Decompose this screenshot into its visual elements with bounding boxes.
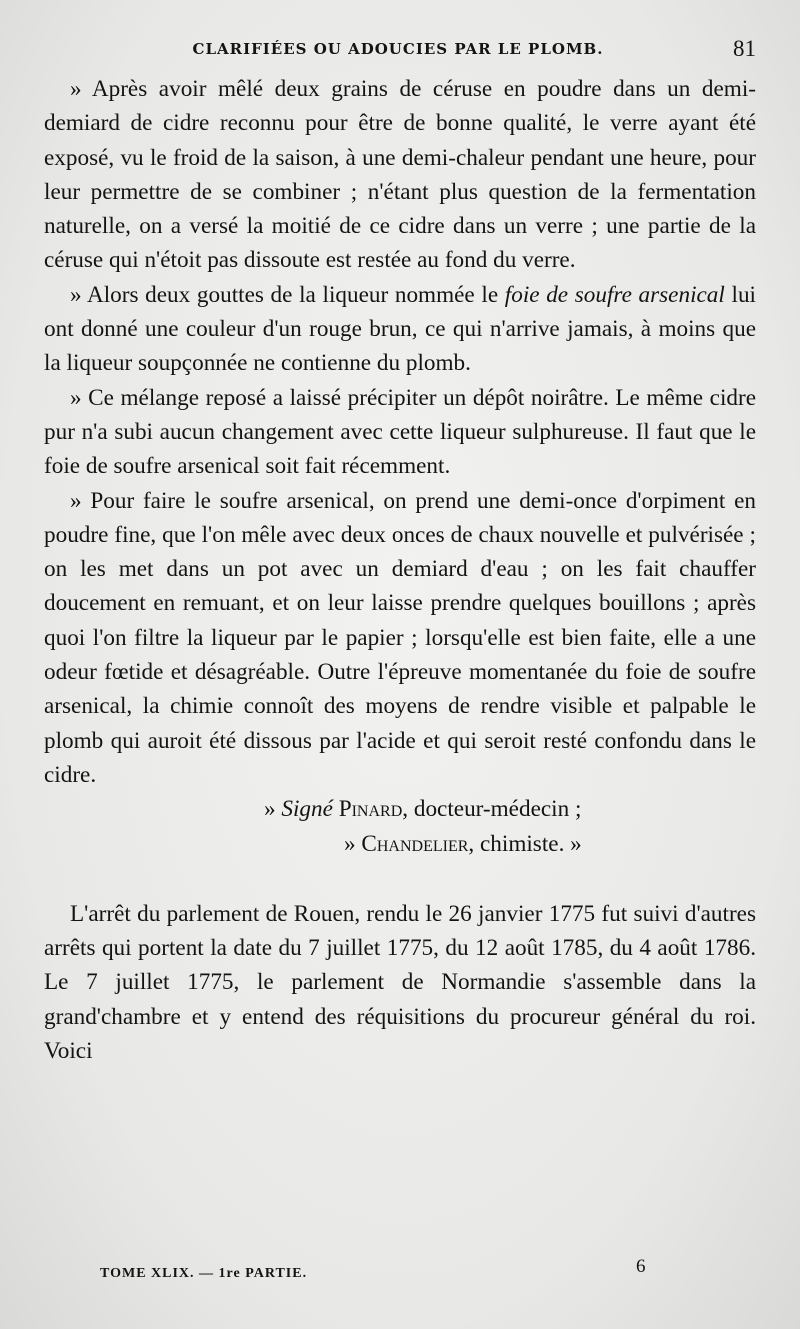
- footer-signature-mark: TOME XLIX. — 1re PARTIE.: [100, 1266, 308, 1281]
- paragraph-3: » Ce mélange reposé a laissé précipiter un dépôt noirâtre. Le même cidre pur n'a subi aucun changement avec cette liqueur sulphureuse. Il faut que le foie de soufre arsenical soit fait récemment.: [44, 384, 756, 480]
- section-spacer: [44, 861, 756, 897]
- signature-1-prefix: »: [264, 796, 282, 823]
- paragraph-1: » Après avoir mêlé deux grains de céruse en poudre dans un demi-demiard de cidre reconnu pour être de bonne qualité, le verre ayant été exposé, vu le froid de la saison, à une demi-chaleur pendant une heure, pour leur permettre de se combiner ; n'étant plus question de la fermentation naturelle, on a versé la moitié de ce cidre dans un verre ; une partie de la céruse qui n'étoit pas dissoute est restée au fond du verre.: [44, 76, 756, 274]
- signature-1-title: , docteur-médecin ;: [402, 796, 582, 823]
- signature-pinard: [44, 792, 756, 826]
- footer-sheet-number: 6: [636, 1256, 646, 1277]
- page-number: 81: [733, 36, 756, 61]
- running-title: CLARIFIÉES OU ADOUCIES PAR LE PLOMB.: [192, 40, 604, 58]
- paragraph-2-text-end: lui ont donné une couleur d'un rouge brun, ce qui n'arrive jamais, à moins que la liqueur soupçonnée ne contienne du plomb.: [44, 281, 756, 377]
- paragraph-4: » Pour faire le soufre arsenical, on prend une demi-once d'orpiment en poudre fine, que l'on mêle avec deux onces de chaux nouvelle et pulvérisée ; on les met dans un pot avec un demiard d'eau ; on les fait chauffer doucement en remuant, et on leur laisse prendre quelques bouillons ; après quoi l'on filtre la liqueur par le papier ; lorsqu'elle est bien faite, elle a une odeur fœtide et désagréable. Outre l'épreuve momentanée du foie de soufre arsenical, la chimie connoît des moyens de rendre visible et palpable le plomb qui auroit été dissous par l'acide et qui seroit resté confondu dans le cidre.: [44, 487, 756, 788]
- signature-chandelier: [44, 827, 756, 861]
- paragraph-5: L'arrêt du parlement de Rouen, rendu le 26 janvier 1775 fut suivi d'autres arrêts qui portent la date du 7 juillet 1775, du 12 août 1785, du 4 août 1786. Le 7 juillet 1775, le parlement de Normandie s'assemble dans la grand'chambre et y entend des réquisitions du procureur général du roi. Voici: [44, 900, 756, 1065]
- signature-2-title: , chimiste. »: [468, 830, 582, 857]
- paragraph-2: [44, 278, 756, 381]
- paragraph-2-italic-term: foie de soufre arsenical: [504, 281, 725, 308]
- signature-2-prefix: »: [344, 830, 362, 857]
- signature-1-name: Pinard: [338, 796, 403, 823]
- paragraph-2-text-start: » Alors deux gouttes de la liqueur nommée le: [70, 281, 505, 308]
- body-text: [44, 72, 756, 1068]
- signature-1-signe: Signé: [281, 796, 333, 823]
- signature-2-name: Chandelier: [361, 830, 469, 857]
- running-head: [40, 36, 756, 66]
